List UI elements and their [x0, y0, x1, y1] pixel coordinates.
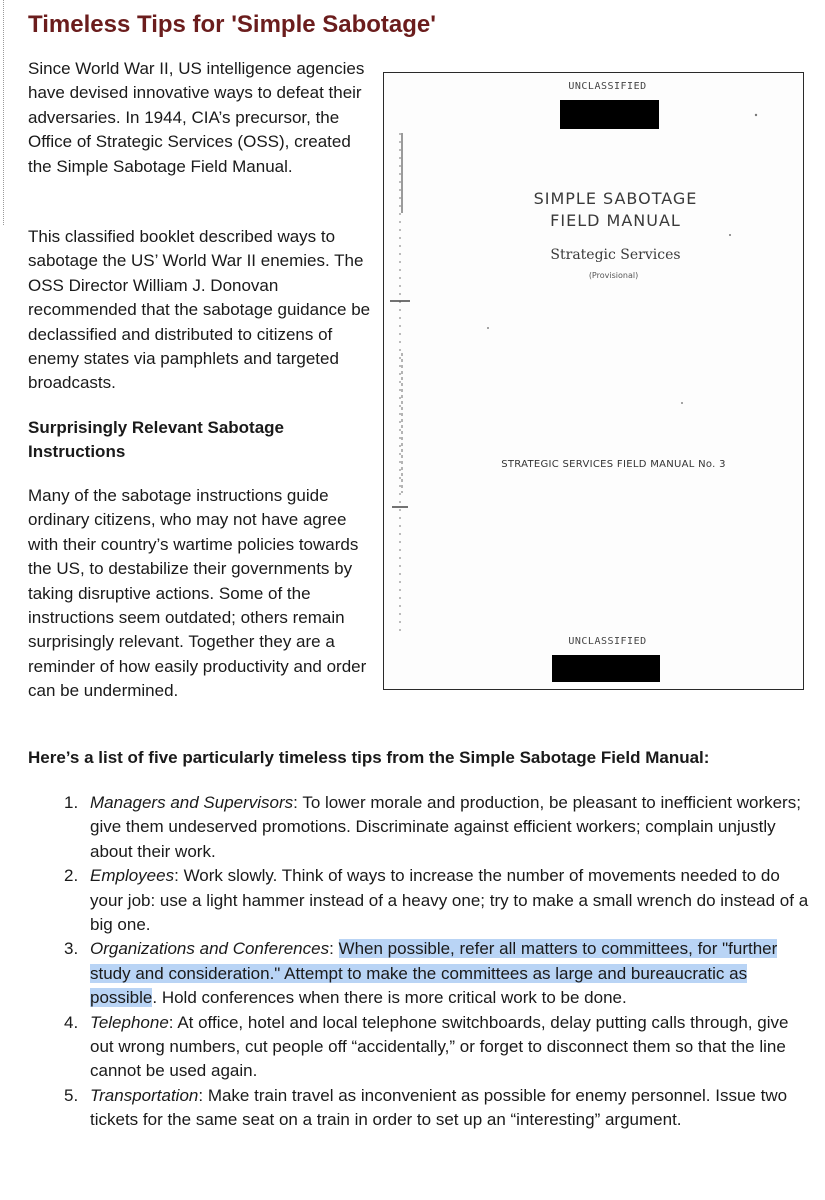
binding-marks [384, 73, 804, 690]
highlighted-text[interactable]: When possible, refer all matters to committees, for "further study and consideration." Attempt to make the committees as large and bureaucratic as possible [90, 939, 778, 1008]
tip-number: 3. [64, 939, 79, 959]
manual-agency: Strategic Services [550, 247, 681, 263]
redaction-bar-bottom [552, 655, 660, 682]
tip-number: 4. [64, 1012, 79, 1032]
classification-label-top: UNCLASSIFIED [568, 81, 647, 92]
manual-number: STRATEGIC SERVICES FIELD MANUAL No. 3 [501, 459, 726, 470]
tip-number: 1. [64, 793, 79, 812]
tip-category: Organizations and Conferences [90, 939, 330, 959]
redaction-bar-top [560, 100, 659, 129]
tip-item: 4. Telephone: At office, hotel and local telephone switchboards, delay putting calls through, give out wrong numbers, cut people off “accidentally,” or forget to disconnect them so that the line cannot be used again. [64, 1012, 789, 1081]
tip-category: Managers and Supervisors [90, 793, 294, 812]
tip-item: 3. Organizations and Conferences: When possible, refer all matters to committees, for "further study and consideration." Attempt to make the committees as large and bureaucratic as possible. Hold conferences when there is more critical work to be done. [64, 939, 778, 1008]
tip-number: 2. [64, 866, 79, 886]
tips-list [64, 791, 810, 1133]
tip-category: Employees [90, 866, 175, 886]
booklet-paragraph: This classified booklet described ways to sabotage the US’ World War II enemies. The OSS Director William J. Donovan recommended that the sabotage guidance be declassified and distributed to citizens of enemy states via pamphlets and targeted broadcasts. [28, 227, 371, 393]
left-dotted-border [3, 0, 4, 225]
manual-status: (Provisional) [588, 271, 639, 280]
manual-cover-image [383, 72, 804, 690]
manual-title-line1: SIMPLE SABOTAGE [533, 189, 698, 208]
intro-paragraph: Since World War II, US intelligence agencies have devised innovative ways to defeat their adversaries. In 1944, CIA’s precursor, the Office of Strategic Services (OSS), created the Simple Sabotage Field Manual. [28, 59, 365, 176]
article-title: Timeless Tips for 'Simple Sabotage' [28, 11, 436, 38]
instructions-paragraph: Many of the sabotage instructions guide ordinary citizens, who may not have agree with their country’s wartime policies towards the US, to destabilize their governments by taking disruptive actions. Some of the instructions seem outdated; others remain surprisingly relevant. Together they are a reminder of how easily productivity and order can be undermined. [28, 486, 367, 701]
tip-text: Make train travel as inconvenient as possible for enemy personnel. Issue two tickets for the same seat on a train in order to set up an “interesting” argument. [90, 1085, 788, 1130]
tip-item: 2. Employees: Work slowly. Think of ways to increase the number of movements needed to do your job: use a light hammer instead of a heavy one; try to make a small wrench do instead of a big one. [64, 866, 809, 935]
classification-label-bottom: UNCLASSIFIED [568, 636, 647, 647]
tip-text: . Hold conferences when there is more critical work to be done. [152, 988, 627, 1008]
section-subheading: Surprisingly Relevant Sabotage Instructions [28, 418, 285, 462]
tip-text: To lower morale and production, be pleasant to inefficient workers; give them undeserved promotions. Discriminate against efficient workers; complain unjustly about their work. [90, 793, 801, 861]
tip-item: 1. Managers and Supervisors: To lower morale and production, be pleasant to inefficient workers; give them undeserved promotions. Discriminate against efficient workers; complain unjustly about their work. [64, 793, 801, 861]
tip-text: Work slowly. Think of ways to increase the number of movements needed to do your job: use a light hammer instead of a heavy one; try to make a small wrench do instead of a big one. [90, 866, 809, 935]
manual-title-line2: FIELD MANUAL [550, 211, 681, 230]
list-intro: Here’s a list of five particularly timeless tips from the Simple Sabotage Field Manual: [28, 748, 710, 767]
tip-item: 5. Transportation: Make train travel as inconvenient as possible for enemy personnel. Issue two tickets for the same seat on a train in order to set up an “interesting” argument. [64, 1085, 788, 1130]
tip-category: Transportation [90, 1085, 199, 1105]
tip-text: At office, hotel and local telephone switchboards, delay putting calls through, give out wrong numbers, cut people off “accidentally,” or forget to disconnect them so that the line cannot be used again. [90, 1012, 789, 1081]
tip-number: 5. [64, 1085, 79, 1105]
tip-category: Telephone [90, 1012, 169, 1032]
